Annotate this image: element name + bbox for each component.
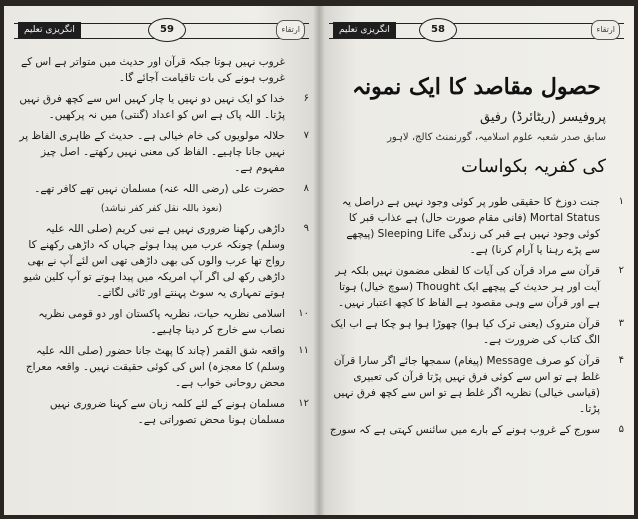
item-number: ۱۱: [298, 345, 309, 356]
item-text: غروب نہیں ہوتا جبکہ قرآن اور حدیث میں متواتر ہے اس کے غروب ہونے کی بات تاقیامت آجائے گا۔: [20, 56, 285, 84]
list-item: [329, 353, 624, 417]
list-item: [329, 194, 624, 258]
item-number: ۶: [303, 93, 309, 104]
series-logo: ارتقاء: [276, 20, 305, 40]
item-text: حضرت علی (رضی اللہ عنہ) مسلمان نہیں تھے کافر تھے۔: [34, 183, 285, 195]
item-text: داڑھی رکھنا ضروری نہیں ہے نبی کریم (صلی اللہ علیہ وسلم) چونکہ عرب میں پیدا ہوئے جہاں کہ داڑھی رکھنے کا رواج تھا عرب والوں کی بھی داڑھی تھی اس لئے آپ نے بھی داڑھی رکھ لی اگر آپ امریکہ میں پیدا ہوتے تو آپ کلین شیو ہوتے تمہاری یہ سوٹ پہنتے اور ٹائی لگاتے۔: [23, 223, 285, 299]
item-number: ۷: [303, 130, 309, 141]
item-number: ۸: [303, 183, 309, 194]
item-text: خدا کو ایک نہیں دو نہیں یا چار کہیں اس سے کچھ فرق نہیں پڑتا۔ اللہ پاک ہے اس کو اعداد (گنتی) میں نہ پرکھیں۔: [19, 93, 285, 121]
left-page-content: [14, 54, 309, 433]
item-number: ۱۲: [298, 398, 309, 409]
page-number: 58: [419, 18, 457, 42]
item-text: حلالہ مولویوں کی خام خیالی ہے۔ حدیث کے ظاہری الفاظ پر نہیں جانا چاہیے۔ الفاظ کی معنی نہیں رکھتے۔ اصل چیز مفہوم ہے۔: [19, 130, 285, 174]
right-page-header: [329, 16, 624, 46]
item-text: مسلمان ہونے کے لئے کلمہ زبان سے کہنا ضروری نہیں مسلمان ہونا محض تصوراتی ہے۔: [49, 398, 285, 426]
list-item: [14, 128, 309, 176]
item-number: ۲: [618, 265, 624, 276]
item-number: ۹: [303, 223, 309, 234]
item-text: سورج کے غروب ہونے کے بارے میں سائنس کہتی ہے کہ سورج: [329, 424, 600, 436]
list-item: [14, 221, 309, 301]
item-text: واقعہ شق القمر (چاند کا پھٹ جانا حضور (صلی اللہ علیہ وسلم) کا معجزہ) اس کی کوئی حقیقت نہیں۔ واقعہ معراج محض روحانی خواب ہے۔: [25, 345, 285, 389]
item-text: اسلامی نظریہ حیات، نظریہ پاکستان اور دو قومی نظریہ نصاب سے خارج کر دینا چاہیے۔: [38, 308, 285, 336]
author-line: پروفیسر (ریٹائرڈ) رفیق: [479, 110, 606, 125]
item-number: ۱۰: [298, 308, 309, 319]
book-tag: انگریزی تعلیم: [333, 22, 396, 38]
left-page-header: [14, 16, 309, 46]
list-item: [329, 316, 624, 348]
article-title: حصول مقاصد کا ایک نمونہ: [352, 74, 601, 100]
item-text: قرآن سے مراد قرآن کی آیات کا لفظی مضمون نہیں بلکہ ہر آیت اور ہر حدیث کے پیچھے ایک Thought (سوچ خیال) ہوتا ہے اور قرآن سے وہی مقصود ہے الفاظ کا کچھ اعتبار نہیں۔: [335, 265, 600, 309]
section-subtitle: کی کفریہ بکواسات: [461, 156, 606, 177]
page-number: 59: [148, 18, 186, 42]
item-number: ۴: [618, 355, 624, 366]
book-tag: انگریزی تعلیم: [18, 22, 81, 38]
item-number: ۵: [618, 424, 624, 435]
item-number: ۳: [618, 318, 624, 329]
item-text: قرآن متروک (یعنی ترک کیا ہوا) چھوڑا ہوا ہو چکا ہے اب ایک الگ کتاب کی ضرورت ہے۔: [330, 318, 600, 346]
right-page-content: [329, 194, 624, 443]
book-spread: [4, 6, 634, 515]
left-page: [4, 6, 319, 515]
list-item: [14, 91, 309, 123]
series-logo: ارتقاء: [591, 20, 620, 40]
item-number: ۱: [618, 196, 624, 207]
list-item: [14, 181, 309, 197]
list-item: [14, 396, 309, 428]
right-page: [319, 6, 634, 515]
list-item: [14, 54, 309, 86]
quoted-note: (نعوذ باللہ نقل کفر کفر نباشد): [100, 203, 223, 214]
gutter-shadow: [319, 6, 325, 515]
item-text: جنت دوزخ کا حقیقی طور پر کوئی وجود نہیں ہے دراصل یہ Mortal Status (فانی مقام صورت حال) ہے عذاب قبر کا کوئی وجود نہیں ہے قبر کی زندگی Sleeping Life (پیچھے سے پڑے رہنا یا آرام کرنا) ہے۔: [342, 196, 600, 256]
list-item: [329, 422, 624, 438]
list-item: [14, 306, 309, 338]
author-affiliation: سابق صدر شعبہ علوم اسلامیہ، گورنمنٹ کالج، لاہور: [387, 132, 606, 143]
list-item: [14, 343, 309, 391]
list-item: [329, 263, 624, 311]
item-text: قرآن کو صرف Message (پیغام) سمجھا جائے اگر سارا قرآن غلط ہے تو اس سے کوئی فرق نہیں پڑتا قرآن کی تعبیری (قیاسی خیالی) نظریہ اگر غلط ہے تو اس سے کچھ فرق نہیں پڑتا۔: [333, 355, 600, 415]
